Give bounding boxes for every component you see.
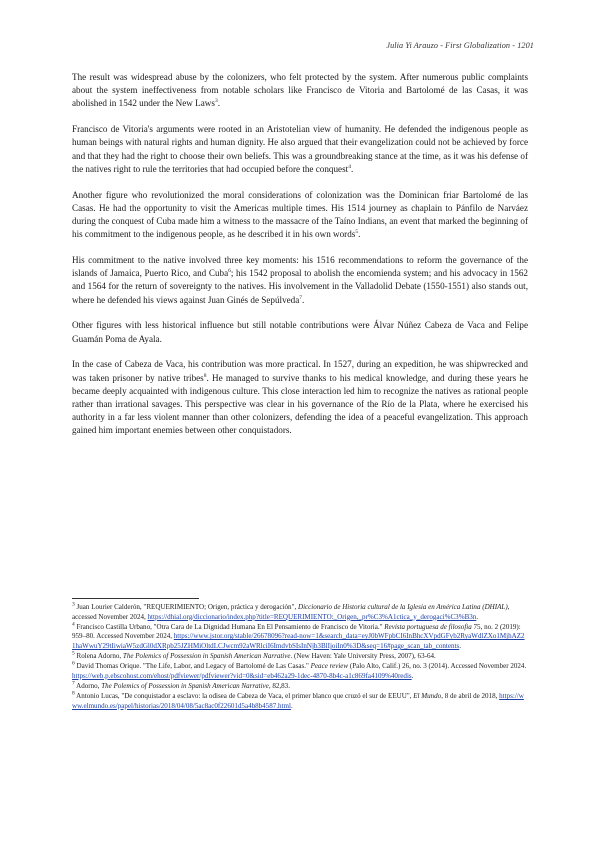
body-text <box>72 71 528 450</box>
text-run: . <box>290 701 293 710</box>
footnote-marker: 8 <box>203 372 207 379</box>
text-run: . (New Haven: Yale University Press, 2007), 63-64. <box>290 652 436 661</box>
text-run: Another figure who revolutionized the moral considerations of colonization was the Dominican friar Bartolomé de las Casas. He had the opportunity to visit the Americas multiple times. His 1514 journey as chaplain to Pánfilo de Narváez during the conquest of Cuba made him a witness to the massacre of the Taíno Indians, an event that marked the beginning of his commitment to the indigenous people, as he described it in his own words <box>72 189 528 240</box>
paragraph <box>72 254 528 307</box>
source-title: The Polemics of Possession in Spanish American Narrative <box>101 682 269 691</box>
footnote-link[interactable]: https://www.elmundo.es/papel/historias/2018/04/08/5ac8ac0f22601d5a4b8b4587.html <box>72 692 524 710</box>
footnote-marker: 3 <box>214 98 218 105</box>
footnote-marker: 7 <box>72 680 75 687</box>
footnote-link[interactable]: https://www.jstor.org/stable/26678096?read-now=1&search_data=eyJ0bWFpbCI6InBhcXVpdGFyb2RyaWdlZXo1MjhAZ21haWwuY29tIiwiaW5zdGl0dXRpb25JZHMiOltdLCJwcm92aWRlciI6ImdvbSIsInNjb3BlIjoiIn0%3D&seq=16#page_scan_tab_contents <box>72 632 525 650</box>
footnote-marker: 4 <box>348 163 351 170</box>
footnotes <box>72 603 528 712</box>
source-title: Diccionario de Historia cultural de la Iglesia en América Latina (DHIAL) <box>297 603 508 611</box>
text-run: Francisco Castilla Urbano, "Otra Cara de La Dignidad Humana En El Pensamiento de Francisco de Vitoria." <box>74 622 385 631</box>
paragraph <box>72 319 528 345</box>
text-run: Rolena Adorno, <box>74 652 123 661</box>
text-run: The result was widespread abuse by the colonizers, who felt protected by the system. After numerous public complaints about the system ineffectiveness from notable scholars like Francisco de Vitoria and Bartolomé de las Casas, it was abolished in 1542 under the New Laws <box>72 72 528 109</box>
text-run: Antonio Lucas, "De conquistador a esclavo: la odisea de Cabeza de Vaca, el primer blanco que cruzó el sur de EEUU", <box>74 692 414 701</box>
text-run: In the case of Cabeza de Vaca, his contribution was more practical. In 1527, during an expedition, he was shipwrecked and was taken prisoner by native tribes <box>72 359 528 383</box>
text-run: . <box>358 229 361 240</box>
source-title: Peace review <box>310 662 349 671</box>
text-run: . <box>476 612 479 621</box>
text-run: . <box>350 163 354 174</box>
text-run: Juan Lourier Calderón, "REQUERIMIENTO; Origen, práctica y derogación", <box>74 603 298 611</box>
footnote <box>72 662 528 681</box>
text-run: 75, no. 2 (2019): 959–80. Accessed November 2024, <box>72 622 521 641</box>
footnote-link[interactable]: https://dhial.org/diccionario/index.php?title=REQUERIMIENTO:_Origen,_pr%C3%A1ctica_y_derogaci%C3%B3n <box>147 612 477 621</box>
text-run: , accessed November 2024, <box>72 603 510 621</box>
source-title: Revista portuguesa de filosofia <box>384 622 472 631</box>
text-run: . He managed to survive thanks to his medical knowledge, and during these years he became deeply acquainted with indigenous culture. This close interaction led him to recognize the natives as rational people rather than irrational savages. This perspective was clear in his governance of the Río de la Plata, where he exercised his authority in a far less violent manner than other colonizers, defending the idea of a peaceful evangelization. This approach gained him important enemies between other conquistadors. <box>72 372 529 436</box>
running-header: Julia Yi Arauzo - First Globalization - 1201 <box>386 41 534 50</box>
footnote-marker: 8 <box>72 690 75 697</box>
paragraph <box>72 71 528 111</box>
footnote-separator <box>72 598 199 599</box>
text-run: (Palo Alto, Calif.) 26, no. 3 (2014). Accessed November 2024. <box>348 662 527 671</box>
text-run: David Thomas Orique. "The Life, Labor, and Legacy of Bartolomé de Las Casas." <box>74 662 311 671</box>
text-run: His commitment to the native involved three key moments: his 1516 recommendations to reform the governance of the islands of Jamaica, Puerto Rico, and Cuba <box>72 255 528 279</box>
source-title: The Polemics of Possession in Spanish American Narrative <box>122 652 291 661</box>
footnote-marker: 3 <box>72 601 75 608</box>
text-run: Francisco de Vitoria's arguments were rooted in an Aristotelian view of humanity. He defended the indigenous people as human beings with natural rights and human dignity. He also argued that their evangelization could not be achieved by force and that they had the right to choose their own beliefs. This was a groundbreaking stance at the time, as it was his defense of the natives right to rule the territories that had occupied before the conquest <box>72 124 528 174</box>
footnote <box>72 603 528 622</box>
footnote <box>72 652 528 662</box>
footnote-link[interactable]: https://web.p.ebscohost.com/ehost/pdfviewer/pdfviewer?vid=0&sid=eb462a29-1dec-4870-8b4c-a1c869fa4109%40redis <box>72 671 412 680</box>
source-title: El Mundo <box>413 692 442 701</box>
footnote <box>72 623 528 652</box>
footnote-marker: 5 <box>355 229 359 236</box>
text-run: , 8 de abril de 2018, <box>441 692 500 701</box>
footnote-marker: 4 <box>72 621 75 628</box>
footnote <box>72 692 528 711</box>
paragraph <box>72 358 528 437</box>
footnote-marker: 5 <box>72 650 75 657</box>
footnote-marker: 6 <box>228 268 231 275</box>
text-run: , 82,83. <box>268 682 290 691</box>
text-run: Other figures with less historical influence but still notable contributions were Álvar Núñez Cabeza de Vaca and Felipe Guamán Poma de Ayala. <box>72 320 528 344</box>
text-run: . <box>411 671 414 680</box>
text-run: . <box>217 98 220 109</box>
text-run: ; his 1542 proposal to abolish the encomienda system; and his advocacy in 1562 and 1564 for the return of sovereignty to the natives. His involvement in the Valladolid Debate (1550-1551) also stands out, where he defended his views against Juan Ginés de Sepúlveda <box>72 268 528 305</box>
footnote-marker: 7 <box>299 294 303 301</box>
text-run: . <box>459 641 461 650</box>
footnote-marker: 6 <box>72 661 75 667</box>
paragraph <box>72 189 528 242</box>
footnote <box>72 682 528 692</box>
text-run: . <box>302 294 305 305</box>
text-run: Adorno, <box>74 682 102 691</box>
paragraph <box>72 123 528 176</box>
